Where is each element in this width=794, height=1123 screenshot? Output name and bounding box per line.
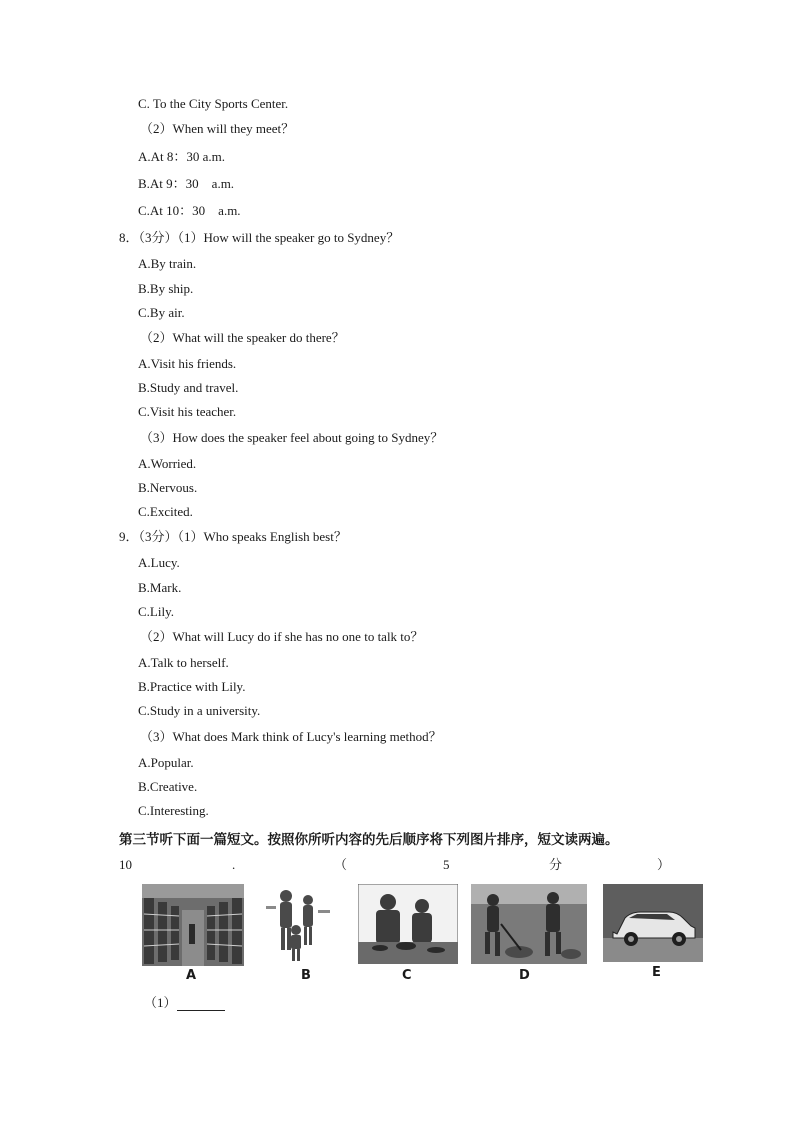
people-cooking-photo (358, 884, 458, 964)
q8-s3-option-b: B.Nervous. (138, 480, 198, 495)
picture-b-label: B (301, 968, 311, 983)
q10-answer-1-label: （1） (144, 995, 177, 1010)
picture-c-label: C (402, 968, 412, 983)
q9-s2-option-c: C.Study in a university. (138, 703, 261, 718)
q8-sub3-question: （3）How does the speaker feel about going to Sydney？ (140, 430, 444, 445)
q9-sub3-question: （3）What does Mark think of Lucy's learning method？ (140, 729, 442, 744)
q9-s2-option-a: A.Talk to herself. (138, 655, 229, 670)
q10-close-paren: ） (657, 857, 671, 872)
q8-s1-option-b: B.By ship. (138, 281, 194, 296)
q9-sub2-question: （2）What will Lucy do if she has no one to talk to？ (140, 629, 424, 644)
q9-s3-option-b: B.Creative. (138, 779, 198, 794)
picture-e-label: E (652, 965, 661, 980)
bookstore-shelves-photo (142, 884, 244, 966)
q7-sub2-question: （2）When will they meet？ (140, 121, 295, 136)
q8-s2-option-a: A.Visit his friends. (138, 356, 237, 371)
q10-answer-1 (144, 995, 225, 1011)
q10-number: 10 (119, 857, 132, 872)
q8-s3-option-a: A.Worried. (138, 456, 197, 471)
q9-s3-option-a: A.Popular. (138, 755, 194, 770)
q8-s3-option-c: C.Excited. (138, 504, 193, 519)
q10-score: 5 (443, 857, 450, 872)
q10-dot: . (232, 857, 236, 872)
q9-heading: 9．（3分）（1）Who speaks English best？ (119, 529, 347, 544)
q10-score-unit: 分 (549, 857, 563, 872)
q8-s2-option-b: B.Study and travel. (138, 380, 239, 395)
q10-answer-1-blank[interactable] (177, 998, 225, 1011)
q8-s2-option-c: C.Visit his teacher. (138, 404, 237, 419)
picture-a-label: A (186, 968, 197, 983)
q7-sub2-option-a: A.At 8：30 a.m. (138, 149, 226, 164)
q9-s1-option-a: A.Lucy. (138, 555, 180, 570)
q9-s1-option-c: C.Lily. (138, 604, 174, 619)
q8-heading: 8．（3分）（1）How will the speaker go to Sydney？ (119, 230, 400, 245)
q9-s2-option-b: B.Practice with Lily. (138, 679, 246, 694)
q7-option-c: C. To the City Sports Center. (138, 96, 289, 111)
q9-s3-option-c: C.Interesting. (138, 803, 209, 818)
people-working-street-photo (471, 884, 587, 964)
picture-d-label: D (519, 968, 530, 983)
q8-s1-option-a: A.By train. (138, 256, 197, 271)
family-walking-photo (258, 884, 334, 966)
q9-s1-option-b: B.Mark. (138, 580, 182, 595)
q8-s1-option-c: C.By air. (138, 305, 185, 320)
section3-title: 第三节听下面一篇短文。按照你所听内容的先后顺序将下列图片排序，短文读两遍。 (119, 832, 619, 848)
q10-open-paren: （ (334, 857, 348, 872)
q7-sub2-option-c: C.At 10：30 a.m. (138, 203, 241, 218)
car-photo (603, 884, 703, 962)
q8-sub2-question: （2）What will the speaker do there？ (140, 330, 345, 345)
q7-sub2-option-b: B.At 9：30 a.m. (138, 176, 235, 191)
